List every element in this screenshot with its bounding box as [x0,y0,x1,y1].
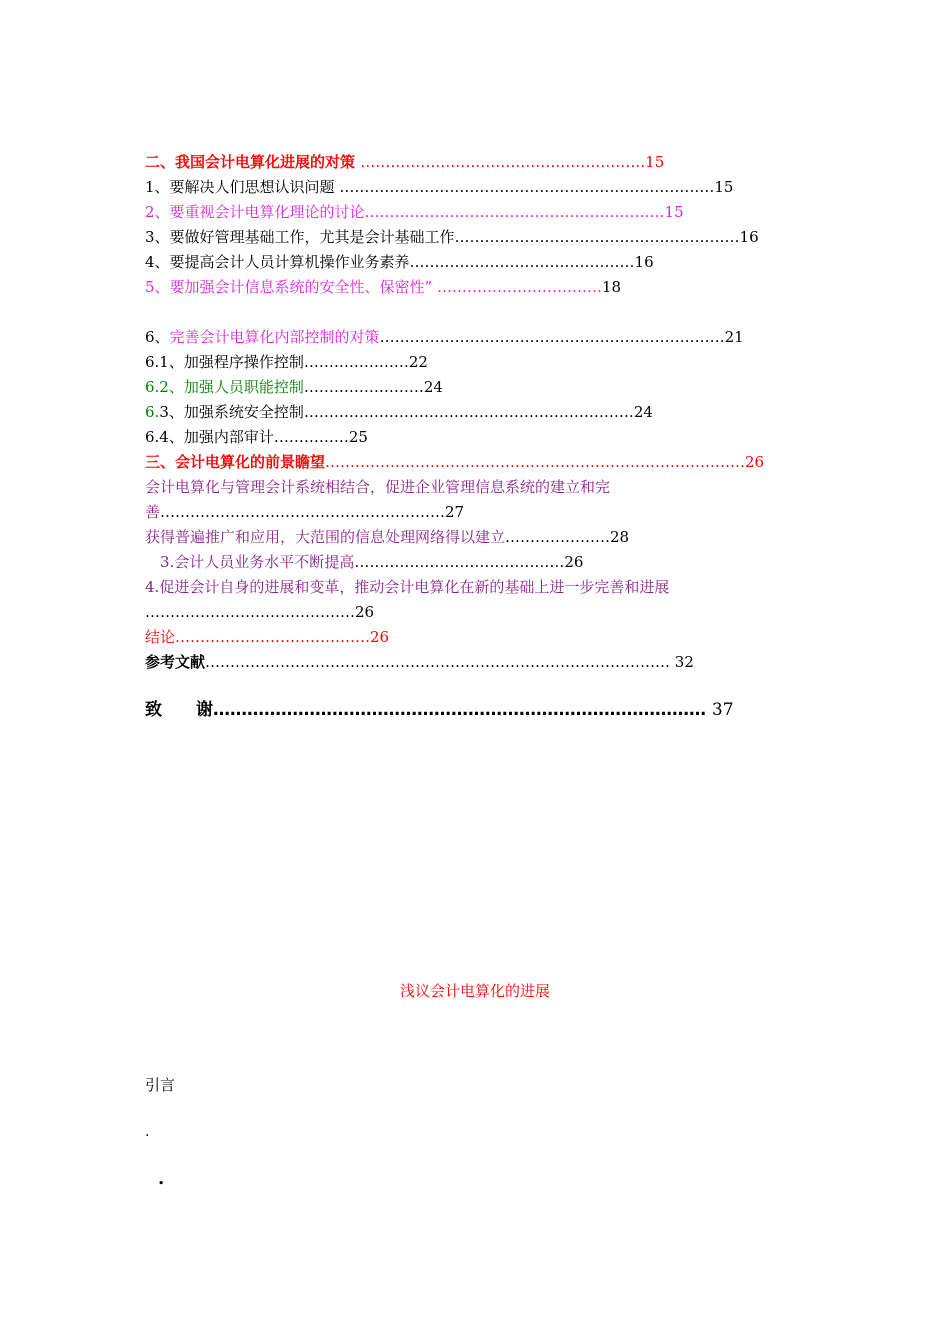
toc-entry-6-4[interactable] [145,425,807,450]
toc-leader-dots: ………………… [303,353,409,371]
toc-leader-dots: ………………………………………………………………………… [325,453,746,471]
toc-leader-dots: ………………………………………………………………………………… [205,653,675,671]
toc-page-number: 15 [645,153,665,171]
toc-entry-2-3[interactable] [145,225,807,250]
toc-leader-dots: …………… [273,428,349,446]
toc-leader-dots: ………………………………………………………………… [339,178,715,196]
toc-entry-3-1[interactable] [145,475,807,525]
toc-entry-text: 完善会计电算化内部控制的对策 [169,328,380,346]
toc-page-number: 15 [714,178,734,196]
toc-entry-prefix: 6. [145,403,160,421]
toc-leader-dots: …………………… [303,378,424,396]
toc-entry-acknowledgements[interactable] [145,697,807,723]
toc-leader-dots: ………………… [505,528,611,546]
toc-entry-6-2[interactable] [145,375,807,400]
toc-entry-6-1[interactable] [145,350,807,375]
toc-entry-conclusion[interactable] [145,625,807,650]
toc-leader-dots: ………………………………………………… [160,503,446,521]
toc-page-number: 15 [664,203,684,221]
document-title: 浅议会计电算化的进展 [399,982,550,1000]
toc-leader-dots: …………………………………………………………… [379,328,725,346]
toc-entry-text: 二、我国会计电算化进展的对策 [145,153,361,171]
toc-entry-text: 4、要提高会计人员计算机操作业务素养 [145,253,410,271]
toc-page-number: 16 [739,228,759,246]
toc-page-number: 26 [370,628,390,646]
toc-page-number: 24 [423,378,443,396]
stray-dot-bold: . [158,1168,165,1189]
toc-entry-section-2[interactable] [145,150,807,175]
toc-spacer [145,300,807,325]
toc-page-number: 21 [724,328,744,346]
toc-entry-text: 会计电算化与管理会计系统相结合，促进企业管理信息系统的建立和完善 [145,478,611,521]
toc-leader-dots: …………………………… [436,278,602,296]
toc-entry-text: 6.1、加强程序操作控制 [145,353,304,371]
toc-page-number: 25 [348,428,368,446]
toc-entry-2-5[interactable] [145,275,807,300]
toc-page-number: 26 [745,453,765,471]
toc-page-number: 24 [633,403,653,421]
toc-entry-2-4[interactable] [145,250,807,275]
toc-entry-2-2[interactable] [145,200,807,225]
toc-entry-prefix: 6、 [145,328,170,346]
toc-entry-3-3[interactable] [145,550,807,575]
toc-leader-dots: ……………………………………… [409,253,635,271]
toc-entry-prefix: 4. [145,578,160,596]
toc-entry-2-1[interactable] [145,175,807,200]
toc-entry-text: 促进会计自身的进展和变革，推动会计电算化在新的基础上进一步完善和进展 [159,578,670,596]
toc-page-number: 26 [355,603,375,621]
toc-entry-6-3[interactable] [145,400,807,425]
toc-leader-dots: …………………………………………………………………………… [213,700,712,720]
toc-entry-text: 致 谢 [145,700,213,720]
toc-page-number: 27 [445,503,465,521]
toc-entry-text: 2、要重视会计电算化理论的讨论 [145,203,365,221]
toc-page-number: 26 [564,553,584,571]
toc-entry-text: 1、要解决人们思想认识问题 [145,178,340,196]
toc-page-number: 37 [711,700,734,720]
toc-leader-dots: …………………………………………………… [364,203,665,221]
toc-entry-text: 3、加强系统安全控制 [159,403,304,421]
toc-entry-text: 获得普遍推广和应用，大范围的信息处理网络得以建立 [145,528,506,546]
toc-entry-text: 6.2、加强人员职能控制 [145,378,304,396]
toc-entry-text: 参考文献 [145,653,206,671]
toc-entry-2-6[interactable] [145,325,807,350]
toc-entry-3-4[interactable] [145,575,807,625]
toc-leader-dots: ………………………………………………… [454,228,740,246]
toc-entry-text: 3.会计人员业务水平不断提高 [160,553,355,571]
toc-leader-dots: …………………………………… [354,553,565,571]
toc-entry-section-3[interactable] [145,450,807,475]
toc-page-number: 16 [634,253,654,271]
section-heading-introduction: 引言 [145,1076,176,1094]
toc-entry-text: 5、要加强会计信息系统的安全性、保密性” [145,278,437,296]
toc-page-number: 18 [601,278,622,296]
toc-leader-dots: ………………………………………………… [360,153,646,171]
toc-entry-text: 6.4、加强内部审计 [145,428,274,446]
toc-page-number: 28 [610,528,630,546]
toc-leader-dots: ………………………………………………………… [303,403,634,421]
toc-leader-dots: ………………………………… [175,628,371,646]
toc-entry-references[interactable] [145,650,807,675]
toc-entry-text: 结论 [145,628,176,646]
toc-entry-text: 三、会计电算化的前景瞻望 [145,453,326,471]
toc-entry-3-2[interactable] [145,525,807,550]
toc-page-number: 32 [674,653,694,671]
toc-entry-text: 3、要做好管理基础工作，尤其是会计基础工作 [145,228,455,246]
stray-dot: . [145,1124,150,1140]
table-of-contents [145,150,807,723]
toc-page-number: 22 [408,353,428,371]
toc-leader-dots: …………………………………… [145,603,355,621]
